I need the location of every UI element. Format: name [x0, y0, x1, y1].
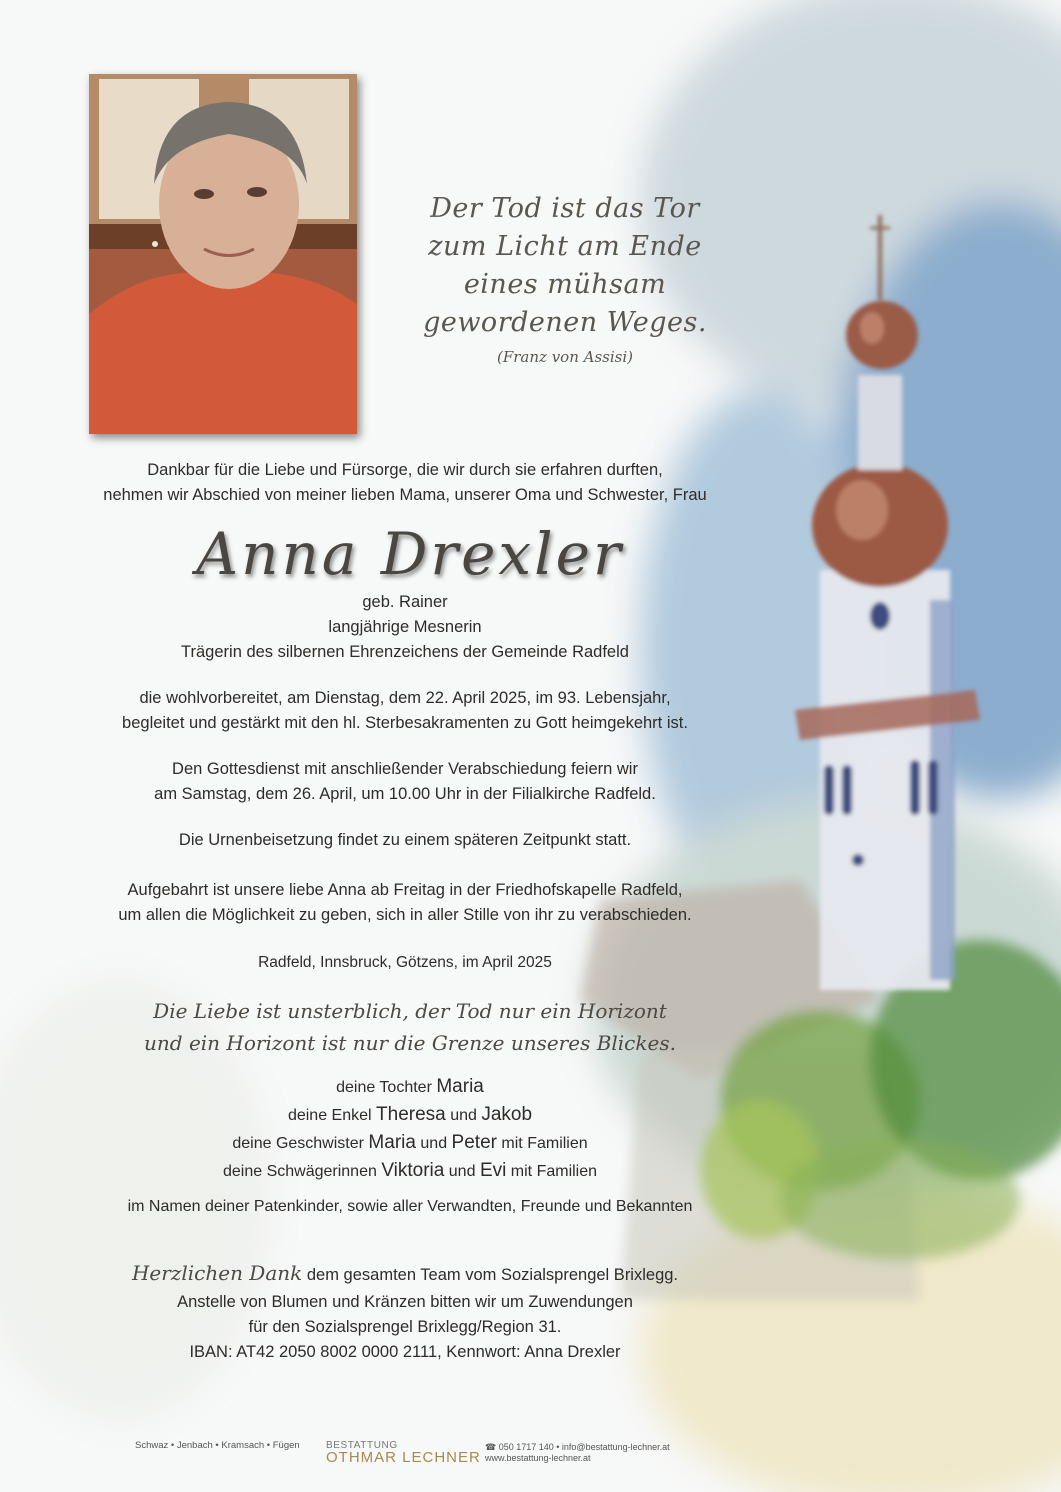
family-siblings	[60, 1129, 760, 1157]
urn-notice	[50, 828, 760, 853]
death-line: die wohlvorbereitet, am Dienstag, dem 22. April 2025, im 93. Lebensjahr,	[139, 689, 671, 707]
family-member-name: Jakob	[481, 1104, 533, 1125]
family-member-name: Maria	[436, 1076, 484, 1097]
portrait-photo	[89, 74, 357, 434]
family-prefix: deine Enkel	[287, 1107, 372, 1124]
detail-line: Trägerin des silbernen Ehrenzeichens der Gemeinde Radfeld	[181, 643, 629, 661]
family-inlaws	[60, 1157, 760, 1185]
footer-locations: Schwaz • Jenbach • Kramsach • Fügen	[135, 1440, 300, 1451]
conjunction: und	[448, 1163, 476, 1180]
viewing-line: Aufgebahrt ist unsere liebe Anna ab Freitag in der Friedhofskapelle Radfeld,	[127, 881, 683, 899]
family-prefix: deine Geschwister	[232, 1135, 364, 1152]
thanks-line: IBAN: AT42 2050 8002 0000 2111, Kennwort: Anna Drexler	[189, 1343, 621, 1361]
thanks-text: dem gesamten Team vom Sozialsprengel Brixlegg.	[306, 1266, 679, 1284]
family-prefix: deine Tochter	[336, 1079, 432, 1096]
quote-line: zum Licht am Ende	[428, 231, 702, 262]
deceased-name: Anna Drexler	[196, 520, 624, 588]
thanks-line: Anstelle von Blumen und Kränzen bitten wir um Zuwendungen	[177, 1293, 633, 1311]
place-date	[50, 950, 760, 975]
family-member-name: Theresa	[376, 1104, 446, 1125]
quote-author: (Franz von Assisi)	[496, 348, 633, 366]
service-line: Den Gottesdienst mit anschließender Verabschiedung feiern wir	[172, 760, 638, 778]
quote-line: Der Tod ist das Tor	[430, 193, 700, 224]
conjunction: und	[420, 1135, 448, 1152]
thanks-section	[50, 1258, 760, 1365]
opening-quote	[380, 190, 750, 366]
family-daughter	[60, 1073, 760, 1101]
footer-brand-label: BESTATTUNG	[326, 1440, 398, 1451]
detail-line: geb. Rainer	[362, 593, 448, 611]
family-member-name: Peter	[451, 1132, 497, 1153]
detail-line: langjährige Mesnerin	[328, 618, 482, 636]
place-date-text: Radfeld, Innsbruck, Götzens, im April 2025	[258, 954, 552, 971]
viewing-notice	[50, 878, 760, 928]
intro-line: Dankbar für die Liebe und Fürsorge, die wir durch sie erfahren durften,	[147, 461, 663, 479]
family-suffix: mit Familien	[510, 1163, 598, 1180]
family-others: im Namen deiner Patenkinder, sowie aller Verwandten, Freunde und Bekannten	[127, 1198, 693, 1215]
family-prefix: deine Schwägerinnen	[222, 1163, 377, 1180]
intro-line: nehmen wir Abschied von meiner lieben Mama, unserer Oma und Schwester, Frau	[103, 486, 707, 504]
family-member-name: Viktoria	[381, 1160, 445, 1181]
family-suffix: mit Familien	[501, 1135, 588, 1152]
conjunction: und	[450, 1107, 477, 1124]
footer-website: www.bestattung-lechner.at	[485, 1453, 591, 1463]
urn-line: Die Urnenbeisetzung findet zu einem späteren Zeitpunkt statt.	[178, 831, 632, 849]
service-line: am Samstag, dem 26. April, um 10.00 Uhr in der Filialkirche Radfeld.	[154, 785, 656, 803]
intro-text	[50, 458, 760, 508]
motto-line: Die Liebe ist unsterblich, der Tod nur ein Horizont	[153, 999, 667, 1023]
viewing-line: um allen die Möglichkeit zu geben, sich in aller Stille von ihr zu verabschieden.	[118, 906, 692, 924]
deceased-details	[50, 590, 760, 665]
motto-line: und ein Horizont ist nur die Grenze unseres Blickes.	[144, 1031, 676, 1055]
thanks-heading: Herzlichen Dank	[131, 1261, 303, 1285]
footer-contact: ☎ 050 1717 140 • info@bestattung-lechner.at	[485, 1442, 670, 1452]
quote-line: gewordenen Weges.	[423, 307, 707, 338]
family-grandchildren	[60, 1101, 760, 1129]
death-line: begleitet und gestärkt mit den hl. Sterbesakramenten zu Gott heimgekehrt ist.	[122, 714, 688, 732]
quote-line: eines mühsam	[463, 269, 667, 300]
death-notice	[50, 686, 760, 736]
family-list	[60, 1073, 760, 1220]
thanks-line: für den Sozialsprengel Brixlegg/Region 31.	[248, 1318, 562, 1336]
thanks-first-line	[50, 1258, 760, 1290]
closing-motto	[60, 995, 760, 1059]
service-notice	[50, 757, 760, 807]
family-member-name: Maria	[368, 1132, 416, 1153]
footer-brand-logo: OTHMAR LECHNER	[326, 1449, 481, 1466]
family-member-name: Evi	[479, 1160, 507, 1181]
